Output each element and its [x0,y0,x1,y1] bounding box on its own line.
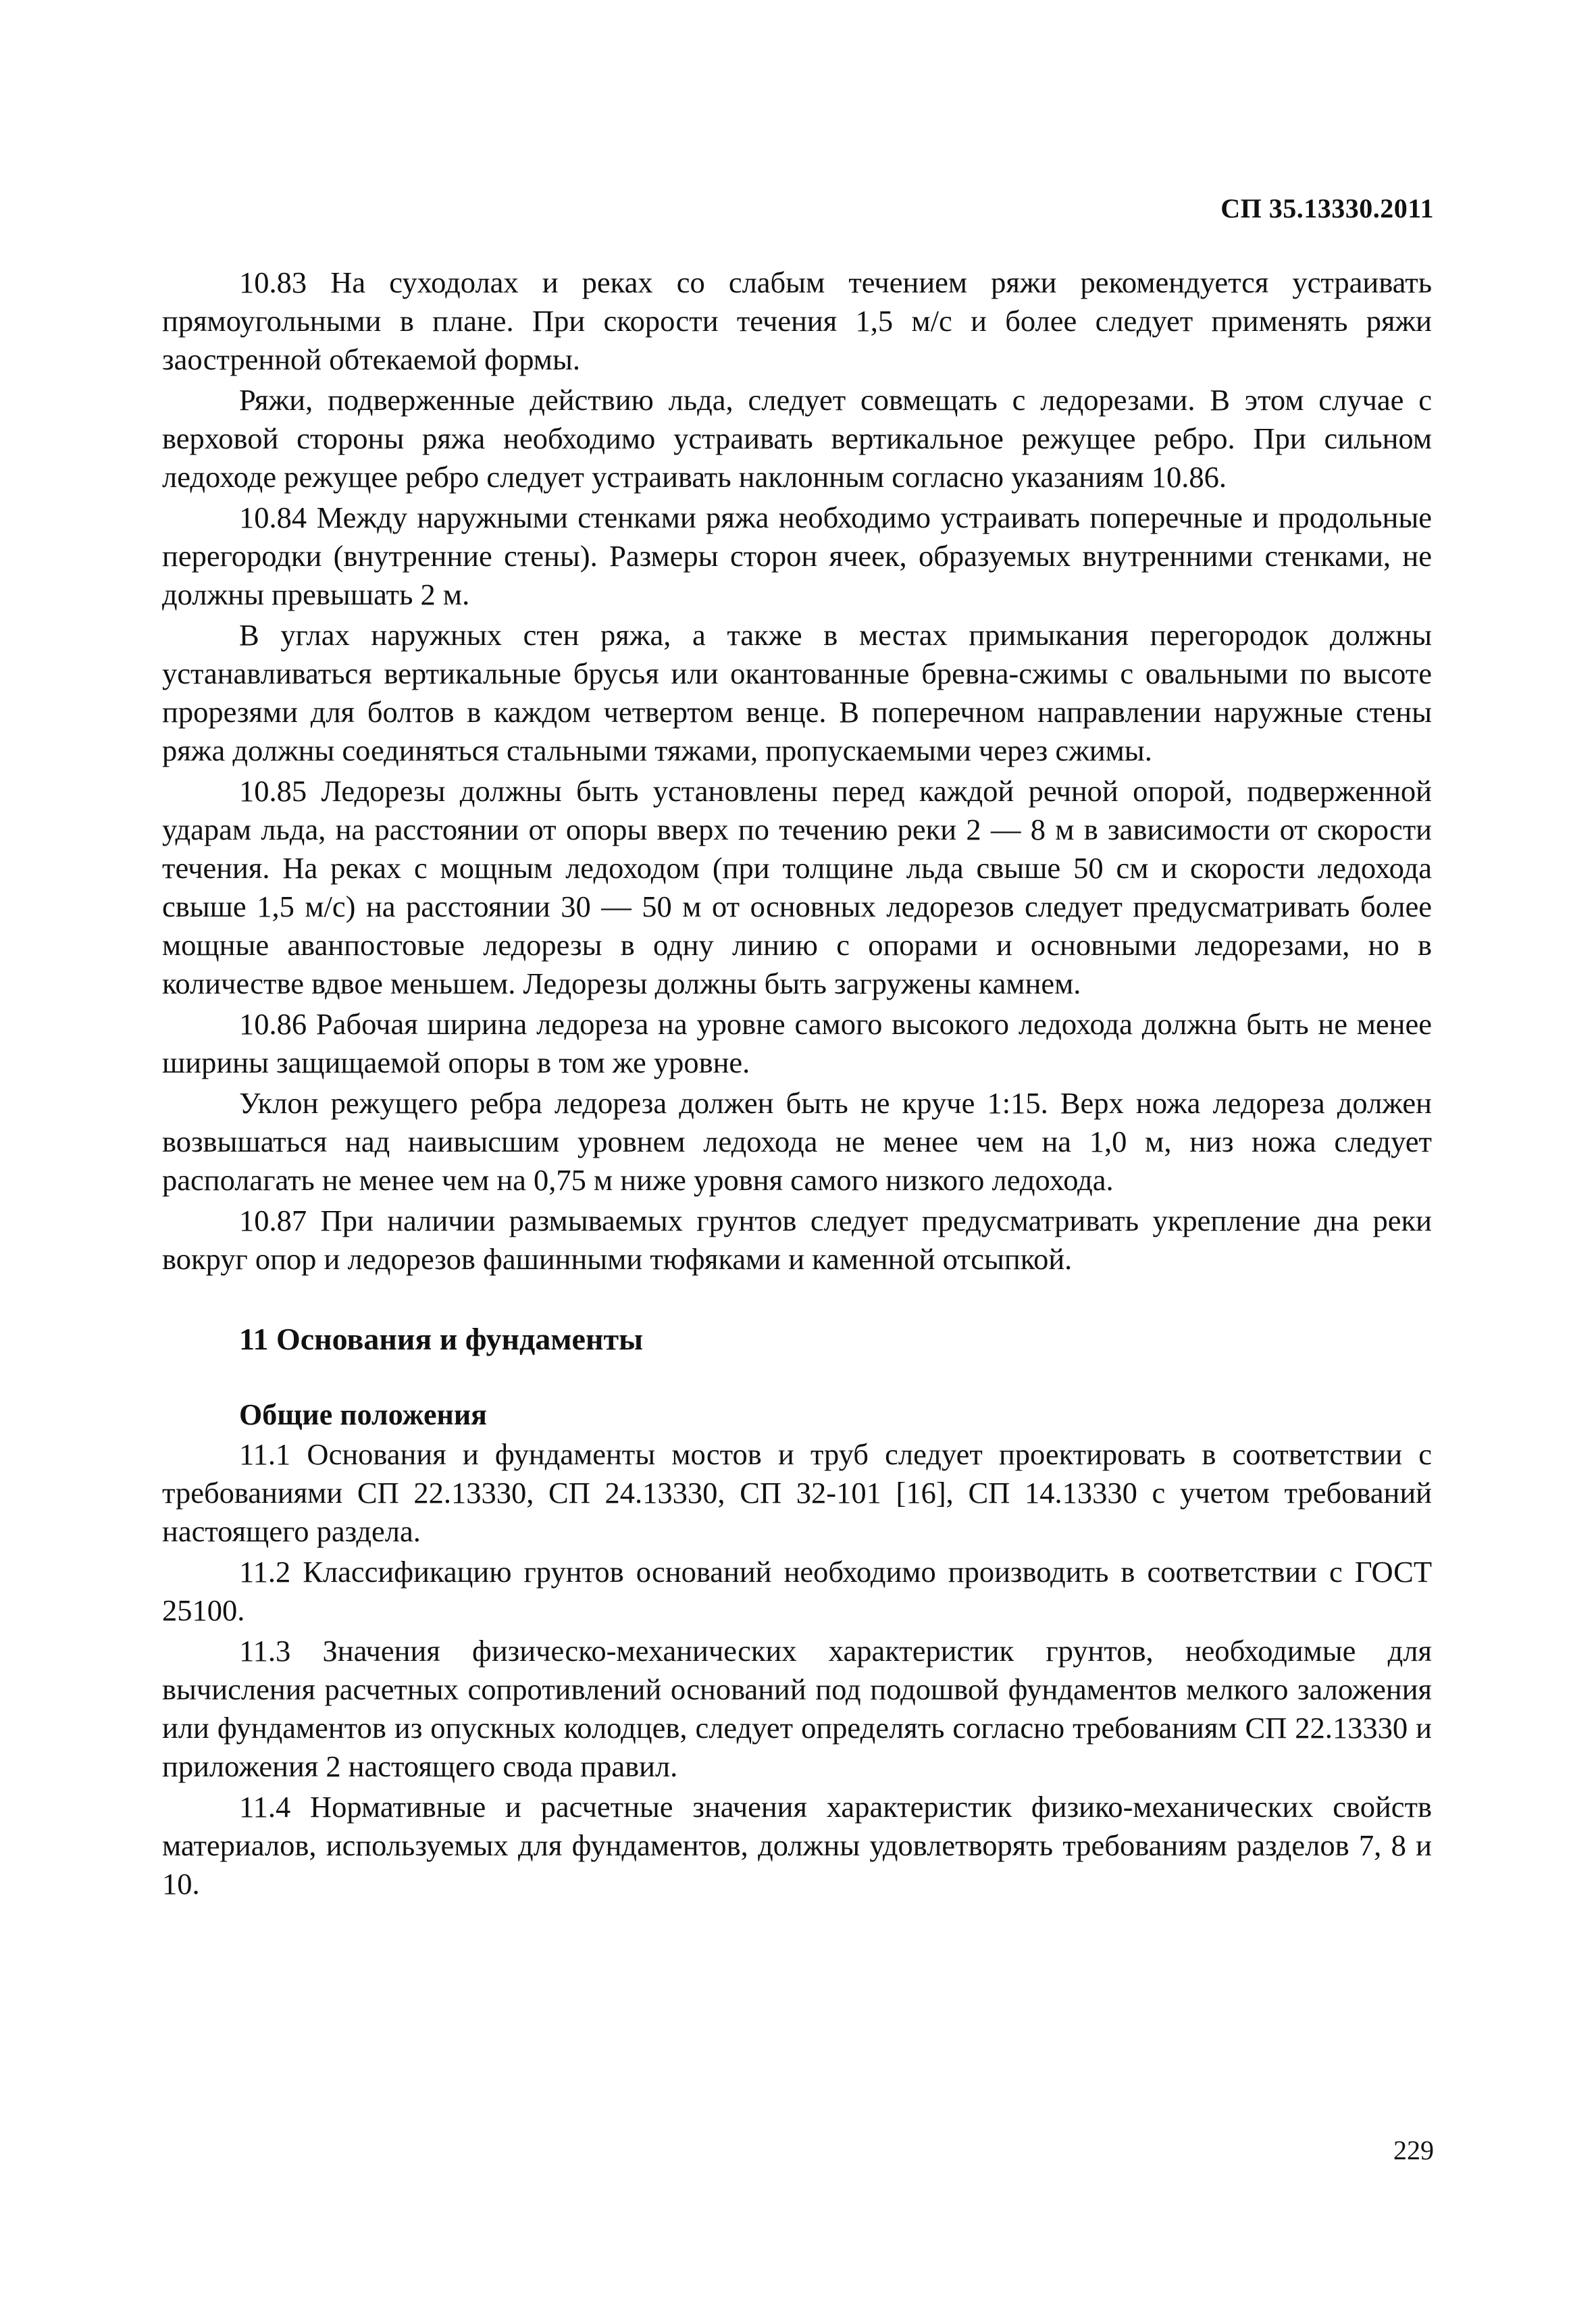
page-number: 229 [1393,2135,1434,2165]
paragraph-10-83: 10.83 На суходолах и реках со слабым течением ряжи рекомендуется устраивать прямоугольными в плане. При скорости течения 1,5 м/с и более следует применять ряжи заостренной обтекаемой формы. [162,265,1432,376]
paragraph-11-3: 11.3 Значения физическо-механических характеристик грунтов, необходимые для вычисления расчетных сопротивлений оснований под подошвой фундаментов мелкого заложения или фундаментов из опускных колодцев, следует определять согласно требованиям СП 22.13330 и приложения 2 настоящего свода правил. [162,1634,1432,1783]
paragraph-11-2: 11.2 Классификацию грунтов оснований необходимо производить в соответствии с ГОСТ 25100. [162,1555,1432,1627]
paragraph-ice-cutters: Ряжи, подверженные действию льда, следует совмещать с ледорезами. В этом случае с верховой стороны ряжа необходимо устраивать вертикальное режущее ребро. При сильном ледоходе режущее ребро следует устраивать наклонным согласно указаниям 10.86. [162,383,1432,494]
paragraph-11-1: 11.1 Основания и фундаменты мостов и труб следует проектировать в соответствии с требованиями СП 22.13330, СП 24.13330, СП 32-101 [16], СП 14.13330 с учетом требований настоящего раздела. [162,1437,1432,1548]
paragraph-10-86: 10.86 Рабочая ширина ледореза на уровне самого высокого ледохода должна быть не менее ширины защищаемой опоры в том же уровне. [162,1007,1432,1079]
paragraph-10-84: 10.84 Между наружными стенками ряжа необходимо устраивать поперечные и продольные перегородки (внутренние стены). Размеры сторон ячеек, образуемых внутренними стенками, не должны превышать 2 м. [162,500,1432,611]
document-code: СП 35.13330.2011 [1220,193,1434,224]
paragraph-10-87: 10.87 При наличии размываемых грунтов следует предусматривать укрепление дна реки вокруг опор и ледорезов фашинными тюфяками и каменной отсыпкой. [162,1204,1432,1276]
paragraph-slope: Уклон режущего ребра ледореза должен быть не круче 1:15. Верх ножа ледореза должен возвышаться над наивысшим уровнем ледохода не менее чем на 1,0 м, низ ножа следует располагать не менее чем на 0,75 м ниже уровня самого низкого ледохода. [162,1086,1432,1197]
paragraph-11-4: 11.4 Нормативные и расчетные значения характеристик физико-механических свойств материалов, используемых для фундаментов, должны удовлетворять требованиям разделов 7, 8 и 10. [162,1790,1432,1901]
paragraph-10-85: 10.85 Ледорезы должны быть установлены перед каждой речной опорой, подверженной ударам льда, на расстоянии от опоры вверх по течению реки 2 — 8 м в зависимости от скорости течения. На реках с мощным ледоходом (при толщине льда свыше 50 см и скорости ледохода свыше 1,5 м/с) на расстоянии 30 — 50 м от основных ледорезов следует предусматривать более мощные аванпостовые ледорезы в одну линию с опорами и основными ледорезами, но в количестве вдвое меньшем. Ледорезы должны быть загружены камнем. [162,774,1432,1000]
subsection-heading: Общие положения [239,1398,487,1431]
paragraph-corners: В углах наружных стен ряжа, а также в местах примыкания перегородок должны устанавливаться вертикальные брусья или окантованные бревна-сжимы с овальными по высоте прорезями для болтов в каждом четвертом венце. В поперечном направлении наружные стены ряжа должны соединяться стальными тяжами, пропускаемыми через сжимы. [162,618,1432,767]
page-content [162,263,1432,1905]
section-heading: 11 Основания и фундаменты [239,1322,643,1356]
